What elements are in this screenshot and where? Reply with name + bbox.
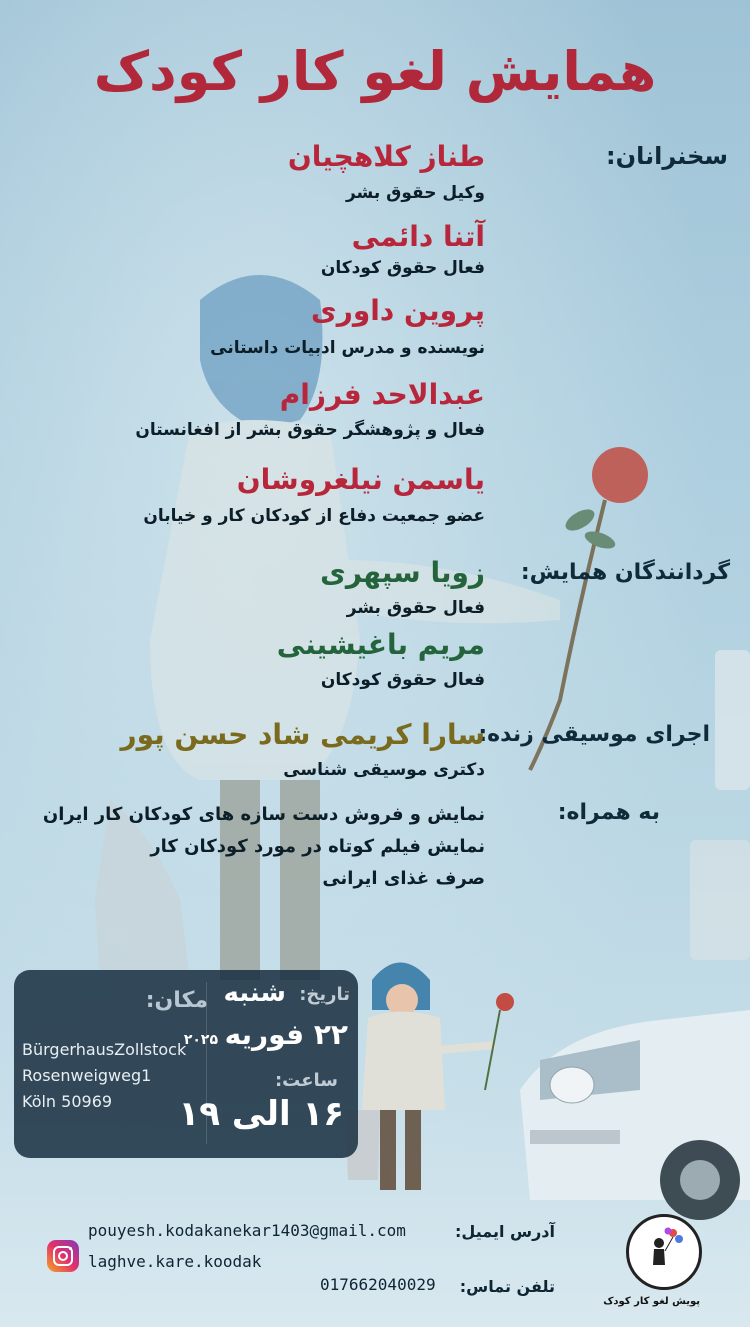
extra-item-3: صرف غذای ایرانی: [322, 868, 485, 889]
instagram-handle[interactable]: laghve.kare.koodak: [88, 1252, 262, 1271]
music-performer-name: سارا کریمی شاد حسن پور: [120, 718, 485, 751]
speaker-2-role: فعال حقوق کودکان: [320, 258, 485, 278]
time-label: ساعت:: [274, 1070, 338, 1091]
hosts-label: گردانندگان همایش:: [520, 560, 730, 585]
email-label: آدرس ایمیل:: [455, 1222, 555, 1241]
phone-label: تلفن تماس:: [459, 1277, 555, 1296]
speaker-4-role: فعال و پژوهشگر حقوق بشر از افغانستان: [135, 420, 485, 440]
extra-item-2: نمایش فیلم کوتاه در مورد کودکان کار: [150, 836, 485, 857]
event-time: ۱۶ الی ۱۹: [178, 1094, 344, 1134]
event-day: شنبه: [223, 978, 286, 1008]
phone-number[interactable]: 017662040029: [320, 1275, 436, 1294]
address-line-3: Köln 50969: [22, 1092, 113, 1111]
speaker-3-name: پروین داوری: [311, 294, 485, 327]
extras-label: به همراه:: [557, 800, 660, 825]
address-line-1: BürgerhausZollstock: [22, 1040, 187, 1059]
speakers-label: سخنرانان:: [606, 142, 728, 170]
campaign-logo: [626, 1214, 702, 1290]
poster-title: همایش لغو کار کودک: [93, 40, 657, 103]
event-date: ۲۲ فوریه: [224, 1018, 348, 1051]
music-performer-role: دکتری موسیقی شناسی: [283, 760, 485, 780]
speaker-1-name: طناز کلاهچیان: [287, 140, 485, 173]
event-year: ۲۰۲۵: [183, 1032, 218, 1048]
child-with-balloons-icon: [629, 1217, 699, 1287]
speaker-2-name: آتنا دائمی: [351, 220, 485, 253]
speaker-5-role: عضو جمعیت دفاع از کودکان کار و خیابان: [143, 506, 485, 526]
speaker-3-role: نویسنده و مدرس ادبیات داستانی: [210, 338, 485, 358]
speaker-1-role: وکیل حقوق بشر: [345, 183, 485, 203]
host-2-role: فعال حقوق کودکان: [320, 670, 485, 690]
extra-item-1: نمایش و فروش دست سازه های کودکان کار ایران: [42, 804, 485, 825]
email-address[interactable]: pouyesh.kodakanekar1403@gmail.com: [88, 1221, 406, 1240]
instagram-icon[interactable]: [47, 1240, 79, 1272]
logo-caption: پویش لغو کار کودک: [603, 1296, 700, 1307]
speaker-4-name: عبدالاحد فرزام: [279, 378, 485, 411]
music-label: اجرای موسیقی زنده:: [478, 722, 710, 747]
address-line-2: Rosenweigweg1: [22, 1066, 152, 1085]
event-info-box: [14, 970, 358, 1158]
place-label: مکان:: [145, 988, 208, 1013]
host-2-name: مریم باغیشینی: [276, 628, 485, 661]
host-1-name: زویا سپهری: [320, 556, 485, 589]
speaker-5-name: یاسمن نیلغروشان: [236, 463, 485, 496]
host-1-role: فعال حقوق بشر: [346, 598, 485, 618]
date-label: تاریخ:: [299, 984, 350, 1005]
